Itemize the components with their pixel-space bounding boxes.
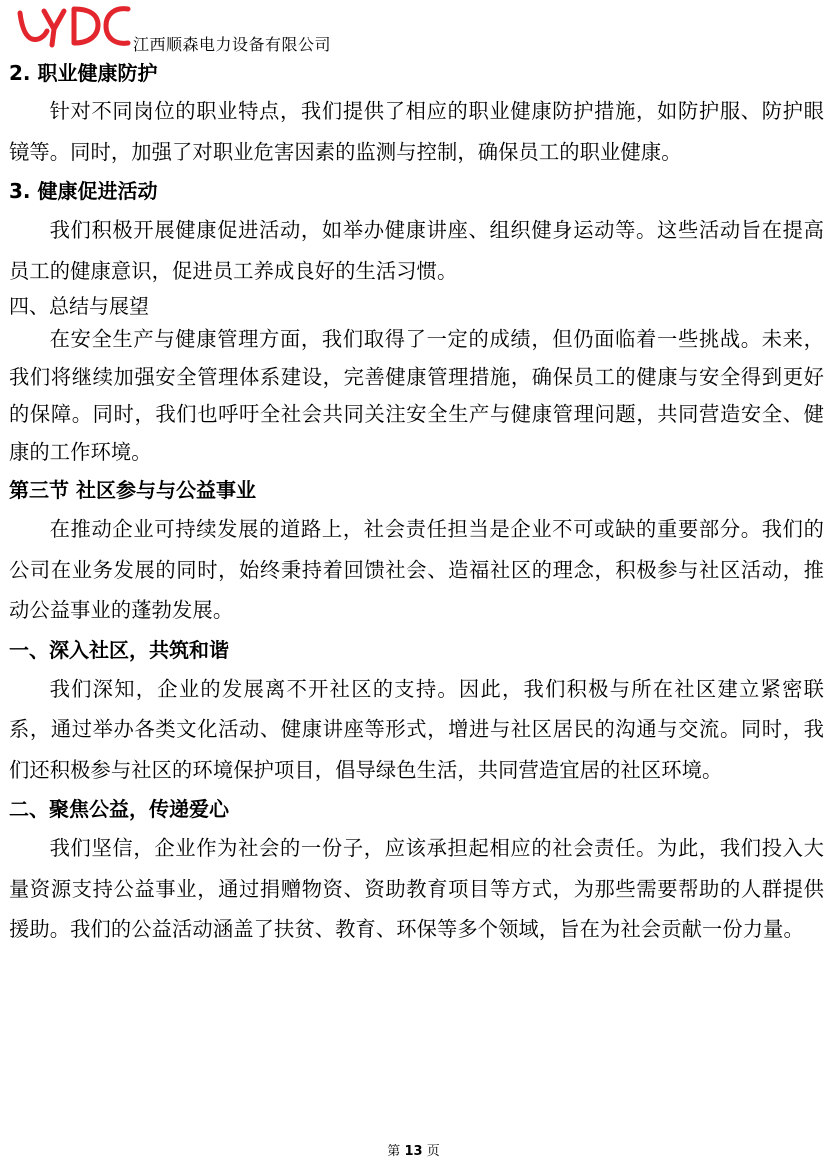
paragraph: 针对不同岗位的职业特点，我们提供了相应的职业健康防护措施，如防护服、防护眼镜等。同时，加强了对职业危害因素的监测与控制，确保员工的职业健康。 — [9, 99, 824, 164]
footer-prefix: 第 — [387, 1144, 401, 1159]
company-logo — [14, 3, 132, 49]
section-heading: 3. 健康促进活动 — [9, 179, 158, 203]
paragraph: 我们坚信，企业作为社会的一份子，应该承担起相应的社会责任。为此，我们投入大量资源支持公益事业，通过捐赠物资、资助教育项目等方式，为那些需要帮助的人群提供援助。我们的公益活动涵盖了扶贫、教育、环保等多个领域，旨在为社会贡献一份力量。 — [9, 836, 824, 941]
company-name: 江西顺森电力设备有限公司 — [133, 35, 332, 54]
document-body — [9, 55, 824, 950]
page-header — [0, 0, 827, 58]
section-heading: 二、聚焦公益，传递爱心 — [9, 797, 229, 821]
page-footer — [0, 1144, 827, 1160]
paragraph: 在安全生产与健康管理方面，我们取得了一定的成绩，但仍面临着一些挑战。未来，我们将继续加强安全管理体系建设，完善健康管理措施，确保员工的健康与安全得到更好的保障。同时，我们也呼吁全社会共同关注安全生产与健康管理问题，共同营造安全、健康的工作环境。 — [9, 327, 824, 464]
section-heading: 2. 职业健康防护 — [9, 61, 158, 85]
section-heading: 四、总结与展望 — [9, 294, 149, 318]
paragraph: 我们深知，企业的发展离不开社区的支持。因此，我们积极与所在社区建立紧密联系，通过举办各类文化活动、健康讲座等形式，增进与社区居民的沟通与交流。同时，我们还积极参与社区的环境保护项目，倡导绿色生活，共同营造宜居的社区环境。 — [9, 676, 824, 782]
paragraph: 我们积极开展健康促进活动，如举办健康讲座、组织健身运动等。这些活动旨在提高员工的健康意识，促进员工养成良好的生活习惯。 — [9, 218, 824, 283]
paragraph: 在推动企业可持续发展的道路上，社会责任担当是企业不可或缺的重要部分。我们的公司在业务发展的同时，始终秉持着回馈社会、造福社区的理念，积极参与社区活动，推动公益事业的蓬勃发展。 — [9, 517, 824, 622]
page-number: 13 — [404, 1144, 423, 1159]
section-heading: 一、深入社区，共筑和谐 — [9, 637, 229, 662]
footer-suffix: 页 — [426, 1144, 440, 1159]
section-heading: 第三节 社区参与与公益事业 — [9, 478, 256, 502]
